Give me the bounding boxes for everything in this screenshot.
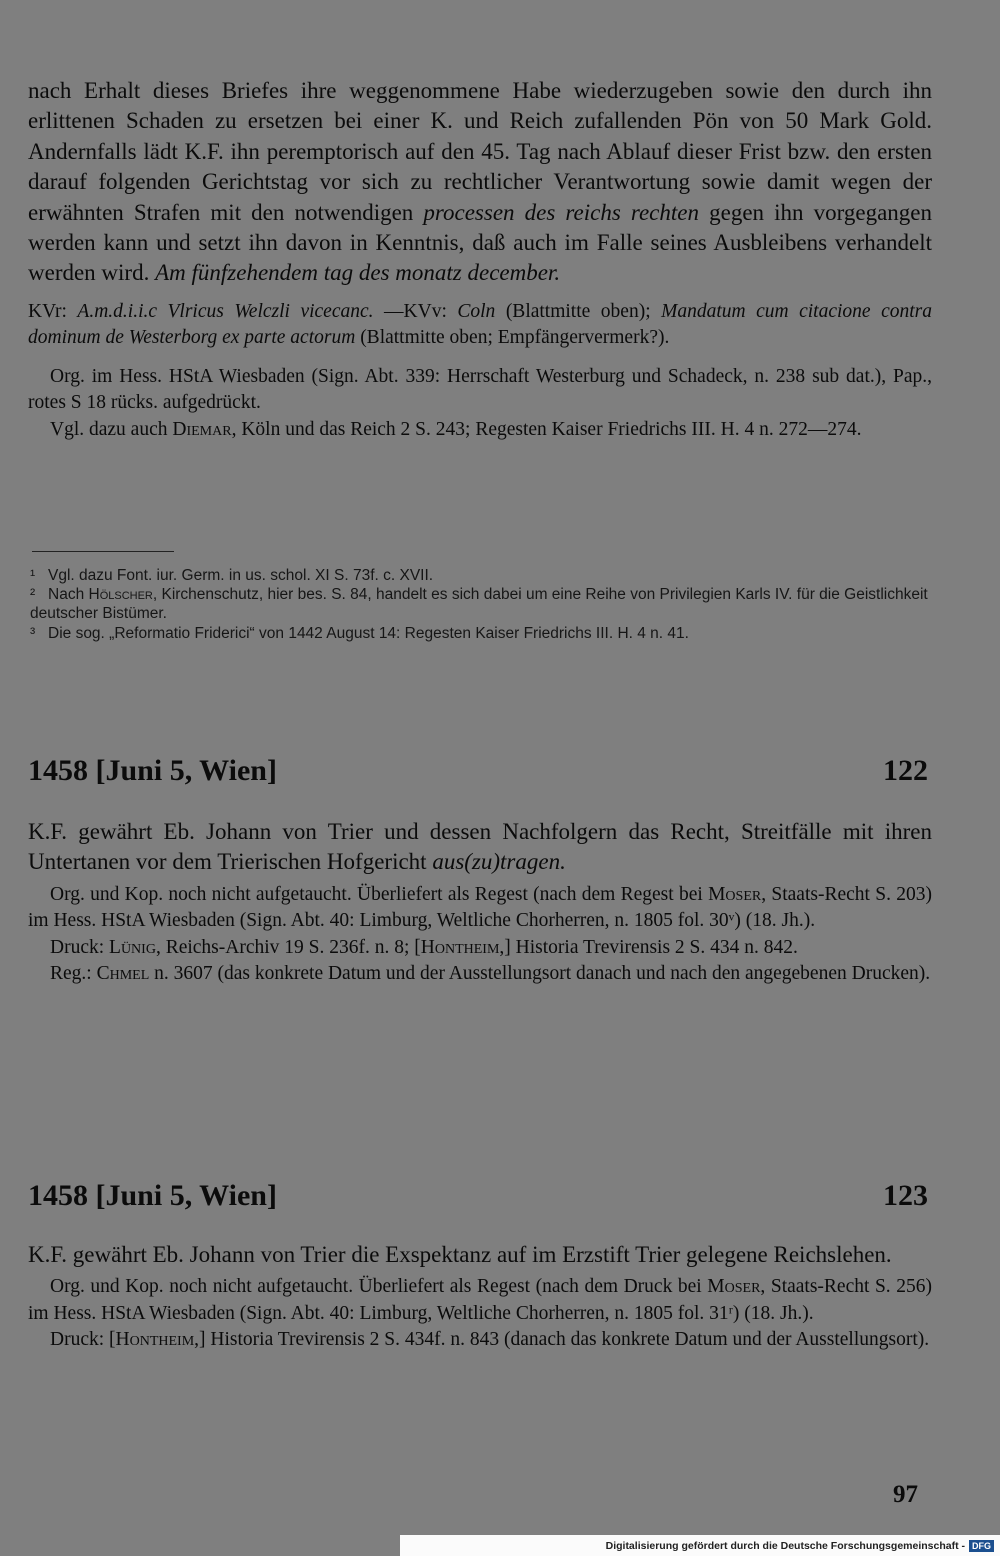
author-name: Moser	[707, 1276, 761, 1298]
text-run: gegen ihn vorgegangen werden kann und setzt ihn davon in Kenntnis, daß auch im Falle seines Ausbleibens verhandelt werden wird.	[28, 199, 932, 286]
text-run: KVr:	[28, 300, 78, 322]
dfg-logo: DFG	[969, 1540, 994, 1552]
author-name: Hontheim	[115, 1329, 195, 1351]
text-run: Org. und Kop. noch nicht aufgetaucht. Überliefert als Regest (nach dem Regest bei	[50, 883, 709, 905]
text-run: Org. und Kop. noch nicht aufgetaucht. Überliefert als Regest (nach dem Druck bei	[50, 1276, 708, 1298]
text-run: , Kirchenschutz, hier bes. S. 84, handelt es sich dabei um eine Reihe von Privilegien Karls IV. für die Geistlichkeit deutscher Bistümer.	[30, 586, 928, 623]
text-run: ,] Historia Trevirensis 2 S. 434 n. 842.	[499, 936, 798, 958]
footnotes	[30, 566, 932, 643]
entry-summary	[28, 817, 932, 878]
author-name: Diemar	[172, 418, 232, 440]
italic-text: Mandatum cum citacione contra dominum de Westerborg ex parte actorum	[28, 300, 932, 349]
druck-note	[28, 1327, 932, 1354]
entry-122-heading	[28, 754, 930, 788]
text-run: , Köln und das Reich 2 S. 243; Regesten Kaiser Friedrichs III. H. 4 n. 272—274.	[231, 418, 862, 440]
druck-note	[28, 935, 932, 962]
footnote-marker: ²	[30, 586, 36, 604]
text-run: (Blattmitte oben);	[495, 300, 662, 322]
entry-123-body	[28, 1240, 932, 1354]
continuation-section	[28, 76, 932, 443]
text-run: nach Erhalt dieses Briefes ihre weggenommene Habe wiederzugeben sowie den durch ihn erlittenen Schaden zu ersetzen bei einer K. und Reich zufallenden Pön von 50 Mark Gold. Andernfalls lädt K.F. ihn peremptorisch auf den 45. Tag nach Ablauf dieser Frist bzw. den ersten darauf folgenden Gerichtstag vor sich zu rechtlicher Verantwortung sowie damit wegen der erwähnten Strafen mit den notwendigen	[28, 78, 932, 225]
author-name: Chmel	[96, 963, 150, 985]
text-run: Druck: [	[50, 1329, 116, 1351]
digitization-footer	[400, 1535, 1000, 1556]
text-run: n. 3607 (das konkrete Datum und der Ausstellungsort danach und nach den angegebenen Drucken).	[149, 963, 931, 985]
original-note	[28, 1274, 932, 1327]
original-note	[28, 882, 932, 935]
text-run: Die sog. „Reformatio Friderici“ von 1442 August 14: Regesten Kaiser Friedrichs III. H. 4 n. 41.	[48, 624, 689, 642]
footnote-marker: ³	[30, 624, 36, 642]
text-run: Vgl. dazu auch	[50, 418, 173, 440]
footnote-1	[30, 566, 932, 585]
vgl-note	[28, 417, 932, 444]
footnote-divider	[32, 551, 174, 552]
text-run: , Staats-Recht S. 256) im Hess. HStA Wiesbaden (Sign. Abt. 40: Limburg, Weltliche Chorherren, n. 1805 fol. 31ʳ) (18. Jh.).	[28, 1276, 932, 1324]
author-name: Hontheim	[420, 936, 500, 958]
author-name: Hölscher	[88, 586, 153, 604]
entry-date: 1458 [Juni 5, Wien]	[28, 754, 277, 787]
text-run: Vgl. dazu Font. iur. Germ. in us. schol. XI S. 73f. c. XVII.	[48, 567, 434, 584]
text-run: Reg.:	[50, 963, 97, 985]
text-run: , Staats-Recht S. 203) im Hess. HStA Wiesbaden (Sign. Abt. 40: Limburg, Weltliche Chorherren, n. 1805 fol. 30ᵛ) (18. Jh.).	[28, 883, 932, 932]
text-run: K.F. gewährt Eb. Johann von Trier und dessen Nachfolgern das Recht, Streitfälle mit ihren Untertanen vor dem Trierischen Hofgericht	[28, 819, 932, 875]
italic-text: Coln	[457, 300, 496, 322]
entry-summary: K.F. gewährt Eb. Johann von Trier die Exspektanz auf im Erzstift Trier gelegene Reichslehen.	[28, 1242, 892, 1267]
italic-quote: aus(zu)tragen.	[432, 849, 566, 875]
text-run: Nach	[48, 586, 89, 604]
footnote-2	[30, 585, 932, 623]
author-name: Lünig	[109, 936, 156, 958]
italic-date-quote: Am fünfzehendem tag des monatz december.	[155, 260, 561, 286]
kanzleivermerk-note	[28, 299, 932, 352]
continuation-paragraph	[28, 76, 932, 289]
footnote-3	[30, 624, 932, 643]
italic-quote: processen des reichs rechten	[423, 199, 699, 225]
footnote-marker: ¹	[30, 567, 36, 584]
text-run: ,] Historia Trevirensis 2 S. 434f. n. 843 (danach das konkrete Datum und der Ausstellungsort).	[194, 1329, 930, 1351]
italic-text: A.m.d.i.i.c Vlricus Welczli vicecanc.	[77, 300, 374, 322]
footer-text: Digitalisierung gefördert durch die Deutsche Forschungsgemeinschaft -	[605, 1539, 965, 1552]
text-run: Druck:	[50, 936, 110, 958]
entry-number: 122	[883, 754, 928, 787]
text-run: , Reichs-Archiv 19 S. 236f. n. 8; [	[155, 936, 421, 958]
text-run: —KVv:	[373, 300, 458, 322]
entry-122-body	[28, 817, 932, 988]
page-number: 97	[893, 1481, 918, 1508]
author-name: Moser	[708, 883, 762, 905]
original-note: Org. im Hess. HStA Wiesbaden (Sign. Abt. 339: Herrschaft Westerburg und Schadeck, n. 238 sub dat.), Pap., rotes S 18 rücks. aufgedrückt.	[28, 365, 932, 414]
text-run: (Blattmitte oben; Empfängervermerk?).	[355, 327, 670, 349]
entry-date: 1458 [Juni 5, Wien]	[28, 1179, 277, 1212]
entry-123-heading	[28, 1179, 930, 1213]
regest-note	[28, 961, 932, 988]
entry-number: 123	[883, 1179, 928, 1212]
